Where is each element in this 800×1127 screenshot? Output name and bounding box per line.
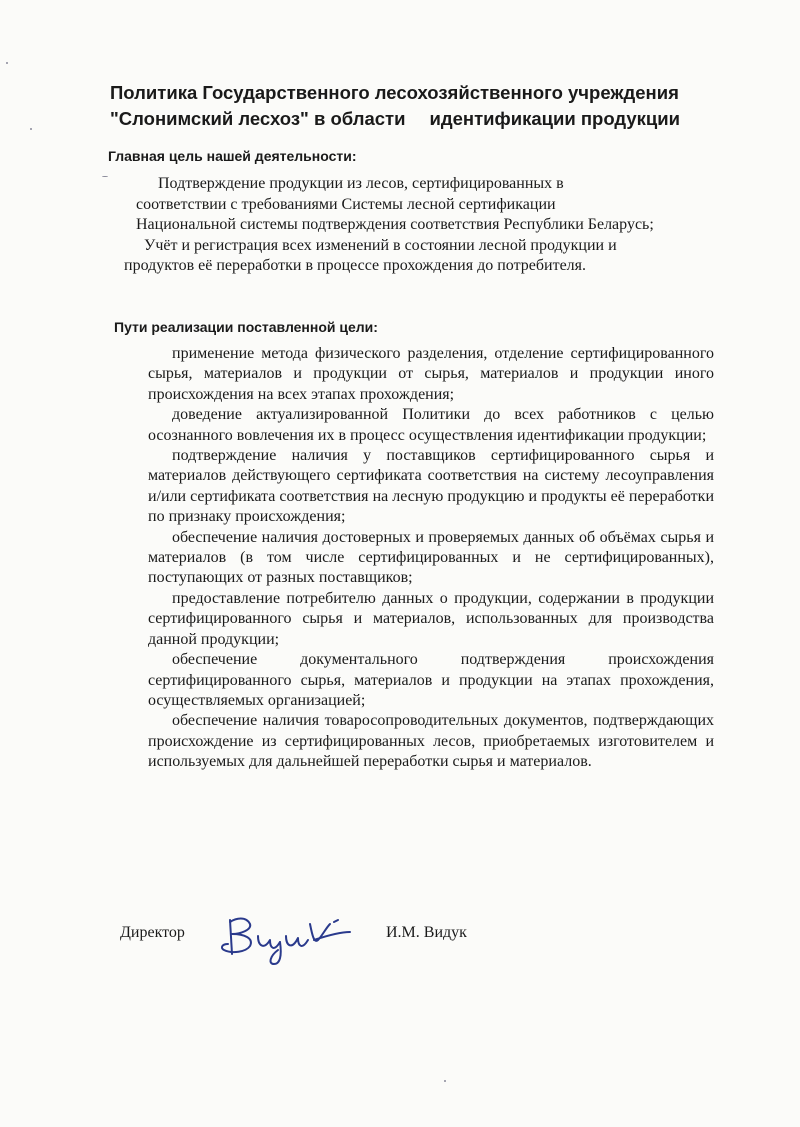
scan-speck: [444, 1080, 446, 1082]
signature-block: [120, 910, 540, 970]
signatory-name: И.М. Видук: [386, 924, 467, 941]
goal-paragraph: Подтверждение продукции из лесов, сертифицированных в соответствии с требованиями Системы лесной сертификации Национальной системы подтверждения соответствия Республики Беларусь;: [136, 175, 654, 233]
way-paragraph: обеспечение документального подтверждения происхождения сертифицированного сырья, материалов и продукции на этапах прохождения, осуществляемых организацией;: [148, 651, 714, 709]
signatory-role: Директор: [120, 924, 185, 941]
ways-heading: Пути реализации поставленной цели:: [114, 319, 378, 335]
way-paragraph: доведение актуализированной Политики до всех работников с целью осознанного вовлечения их в процесс осуществления идентификации продукции;: [148, 406, 714, 444]
goal-paragraph: Учёт и регистрация всех изменений в состоянии лесной продукции и продуктов её переработки в процессе прохождения до потребителя.: [124, 236, 617, 274]
document-title: [110, 80, 750, 132]
way-paragraph: обеспечение наличия достоверных и проверяемых данных об объёмах сырья и материалов (в том числе сертифицированных и не сертифицированных), поступающих от разных поставщиков;: [148, 528, 714, 587]
way-paragraph: подтверждение наличия у поставщиков сертифицированного сырья и материалов действующего сертификата соответствия на систему лесоуправления и/или сертификата соответствия на лесную продукцию и продукты её переработки по признаку происхождения;: [148, 447, 714, 526]
scan-speck: [102, 176, 108, 177]
scan-speck: [30, 128, 32, 130]
way-paragraph: применение метода физического разделения, отделение сертифицированного сырья, материалов и продукции от сырья, материалов и продукции иного происхождения на всех этапах прохождения;: [148, 345, 714, 403]
goal-heading: Главная цель нашей деятельности:: [108, 148, 357, 164]
scan-speck: [6, 62, 8, 64]
title-line-2b: идентификации продукции: [429, 108, 681, 129]
title-line-2a: "Слонимский лесхоз" в области: [110, 108, 406, 129]
title-line-1: Политика Государственного лесохозяйственного учреждения: [110, 82, 679, 103]
way-paragraph: предоставление потребителю данных о продукции, содержании в продукции сертифицированного сырья и материалов, использованных для производства данной продукции;: [148, 589, 714, 648]
goals-list: [124, 174, 656, 277]
ways-list: [148, 344, 714, 773]
handwritten-signature: [206, 910, 356, 968]
way-paragraph: обеспечение наличия товаросопроводительных документов, подтверждающих происхождение из сертифицированных лесов, приобретаемых изготовителем и используемых для дальнейшей переработки сырья и материалов.: [148, 712, 714, 771]
